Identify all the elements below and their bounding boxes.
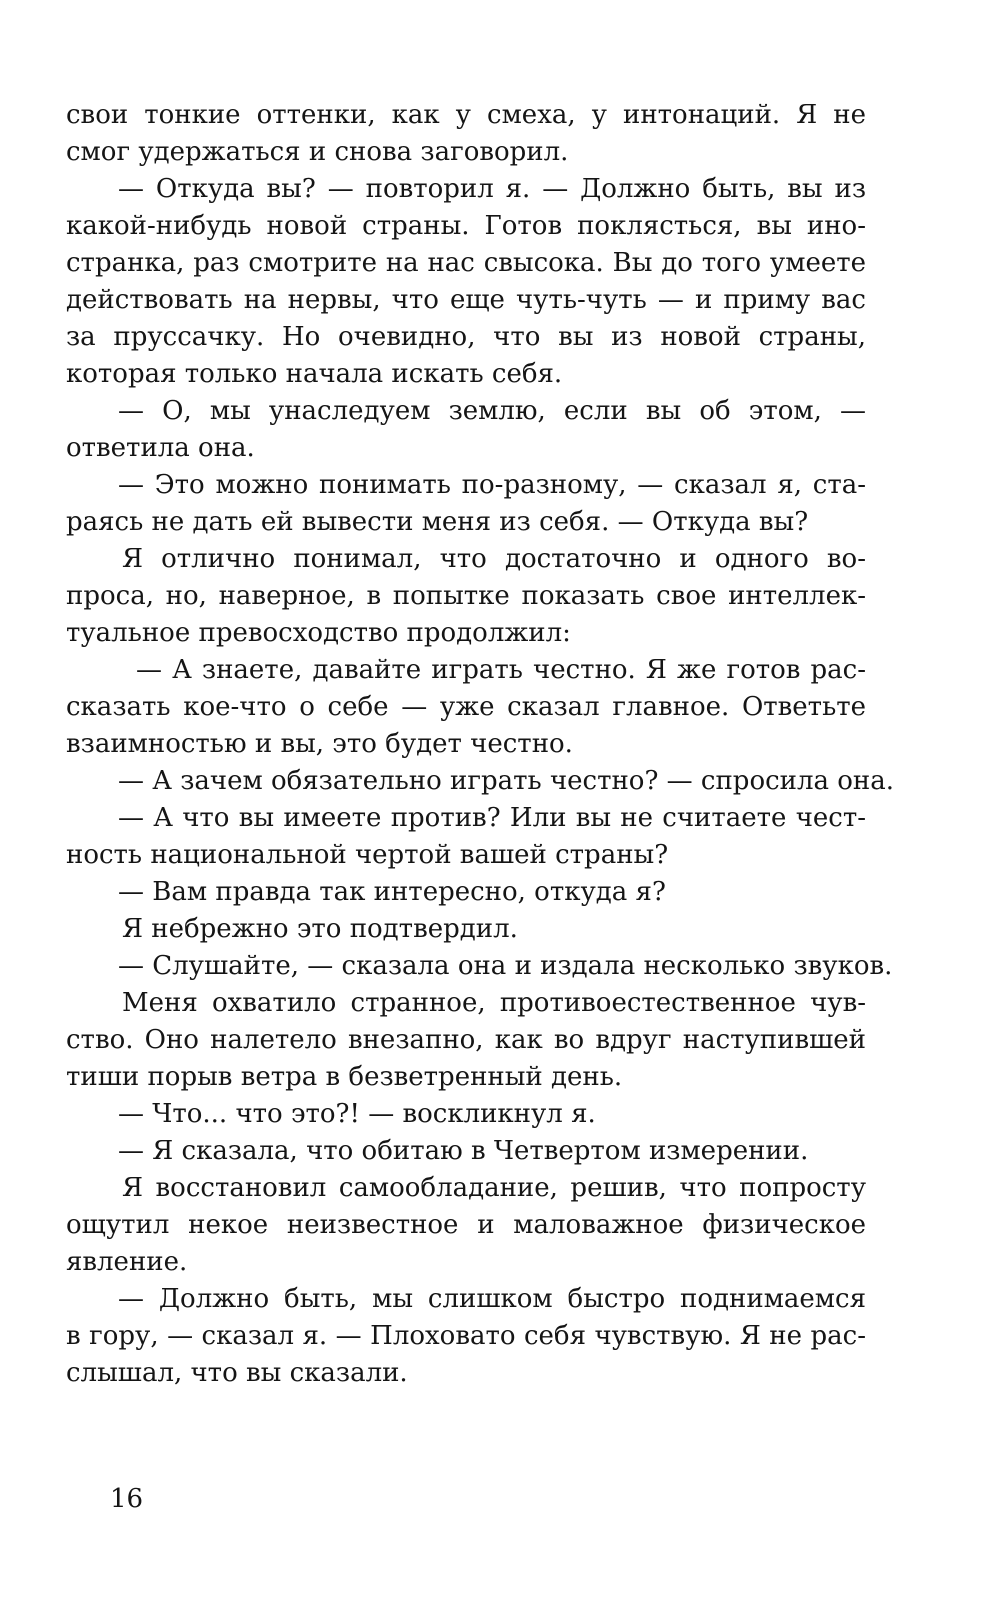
text-line: — А знаете, давайте играть честно. Я же готов рас- — [136, 655, 866, 685]
text-line: тиши порыв ветра в безветренный день. — [66, 1062, 623, 1092]
body-text — [66, 97, 895, 1392]
text-line: — Вам правда так интересно, откуда я? — [118, 877, 666, 907]
text-line: — Должно быть, мы слишком быстро поднимаемся — [118, 1284, 866, 1314]
text-line: — Что... что это?! — воскликнул я. — [118, 1099, 596, 1129]
text-line: которая только начала искать себя. — [66, 359, 563, 389]
text-line: явление. — [66, 1247, 188, 1277]
text-line: ство. Оно налетело внезапно, как во вдруг наступившей — [66, 1025, 866, 1055]
text-line: раясь не дать ей вывести меня из себя. — Откуда вы? — [66, 507, 809, 537]
text-line: ность национальной чертой вашей страны? — [66, 840, 669, 870]
text-line: проса, но, наверное, в попытке показать свое интеллек- — [66, 581, 866, 611]
text-line: ощутил некое неизвестное и маловажное физическое — [66, 1210, 866, 1240]
text-line: — Это можно понимать по-разному, — сказал я, ста- — [118, 470, 866, 500]
text-line: сказать кое-что о себе — уже сказал главное. Ответьте — [66, 692, 866, 722]
text-line: ответила она. — [66, 433, 255, 463]
text-line: какой-нибудь новой страны. Готов поклясться, вы ино- — [66, 211, 866, 241]
text-line: — Слушайте, — сказала она и издала несколько звуков. — [118, 951, 893, 981]
text-line: свои тонкие оттенки, как у смеха, у интонаций. Я не — [66, 100, 866, 130]
text-line: слышал, что вы сказали. — [66, 1358, 408, 1388]
text-line: туальное превосходство продолжил: — [66, 618, 571, 648]
text-line: странка, раз смотрите на нас свысока. Вы до того умеете — [66, 248, 866, 278]
text-line: — А зачем обязательно играть честно? — спросила она. — [118, 766, 895, 796]
text-line: — Откуда вы? — повторил я. — Должно быть, вы из — [118, 174, 866, 204]
text-line: в гору, — сказал я. — Плоховато себя чувствую. Я не рас- — [66, 1321, 866, 1351]
text-line: — Я сказала, что обитаю в Четвертом измерении. — [118, 1136, 809, 1166]
text-line: Я восстановил самообладание, решив, что попросту — [122, 1173, 866, 1203]
text-line: взаимностью и вы, это будет честно. — [66, 729, 573, 759]
text-line: — А что вы имеете против? Или вы не считаете чест- — [118, 803, 866, 833]
text-line: за пруссачку. Но очевидно, что вы из новой страны, — [66, 322, 866, 352]
text-line: Я небрежно это подтвердил. — [122, 914, 518, 944]
text-line: — О, мы унаследуем землю, если вы об этом, — — [118, 396, 866, 426]
page-number: 16 — [110, 1484, 144, 1514]
text-line: смог удержаться и снова заговорил. — [66, 137, 569, 167]
text-line: Меня охватило странное, противоестественное чув- — [122, 988, 866, 1018]
text-line: Я отлично понимал, что достаточно и одного во- — [122, 544, 866, 574]
text-line: действовать на нервы, что еще чуть-чуть — и приму вас — [66, 285, 866, 315]
